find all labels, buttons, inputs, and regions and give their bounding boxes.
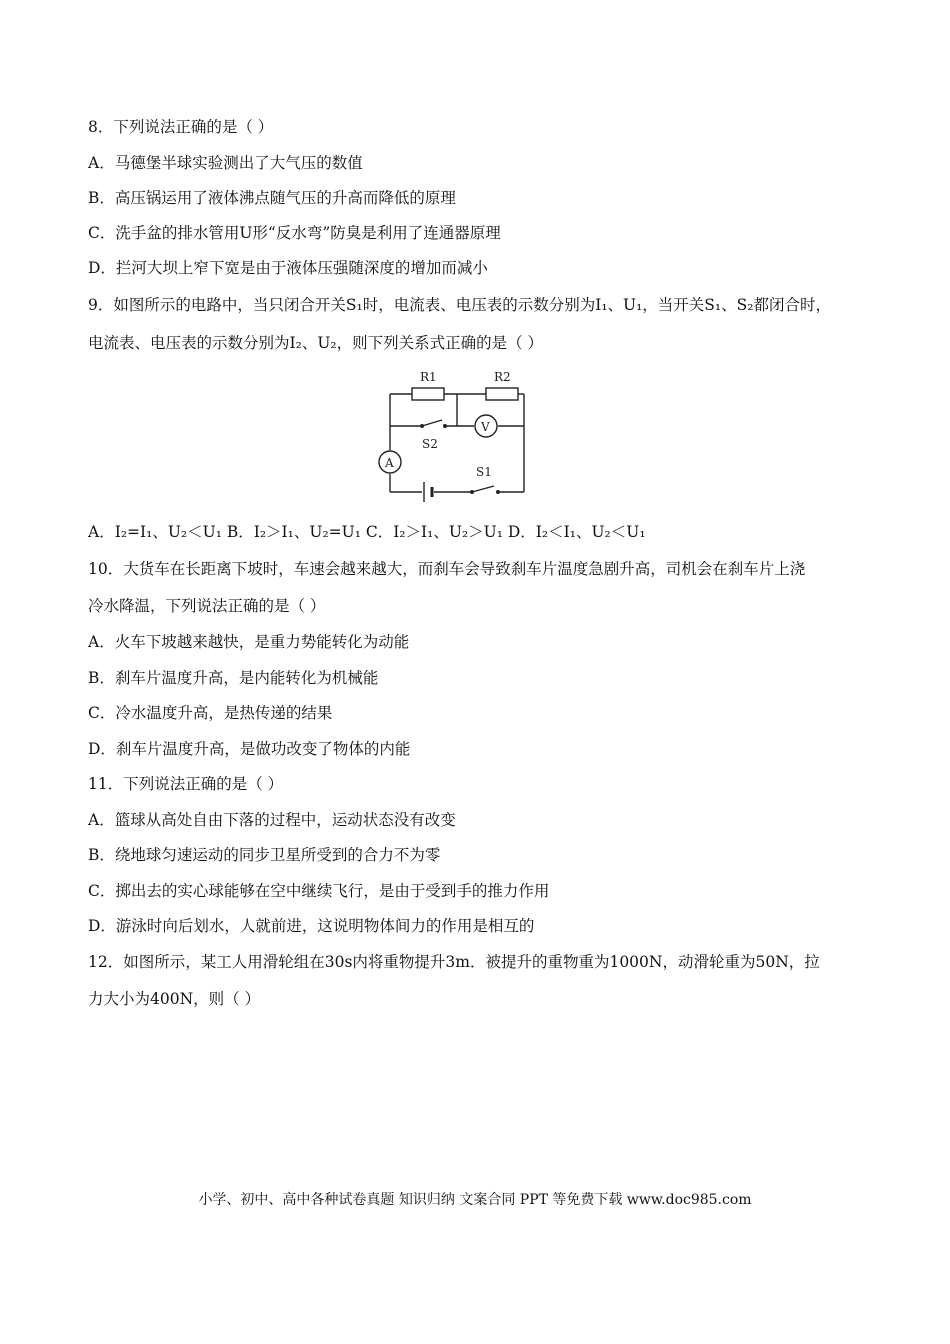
q10-option-c: C．冷水温度升高，是热传递的结果: [88, 704, 333, 722]
q8-stem: 8．下列说法正确的是（ ）: [88, 118, 274, 136]
q10-stem-line1: 10．大货车在长距离下坡时，车速会越来越大，而刹车会导致刹车片温度急剧升高，司机会在刹车片上浇: [88, 560, 806, 578]
voltmeter-label: V: [481, 420, 490, 434]
q11-option-b: B．绕地球匀速运动的同步卫星所受到的合力不为零: [88, 846, 441, 864]
resistor-r2: [486, 388, 518, 400]
q10-option-b: B．刹车片温度升高，是内能转化为机械能: [88, 669, 379, 687]
q11-option-d: D．游泳时向后划水，人就前进，这说明物体间力的作用是相互的: [88, 917, 535, 935]
q11-stem: 11．下列说法正确的是（ ）: [88, 775, 284, 793]
q9-stem-line1: 9．如图所示的电路中，当只闭合开关S₁时，电流表、电压表的示数分别为I₁、U₁，当开关S₁、S₂都闭合时，: [88, 296, 831, 314]
ammeter-label: A: [385, 456, 394, 470]
q9-stem-line2: 电流表、电压表的示数分别为I₂、U₂，则下列关系式正确的是（ ）: [88, 334, 544, 352]
q8-option-b: B．高压锅运用了液体沸点随气压的升高而降低的原理: [88, 189, 456, 207]
q10-stem-line2: 冷水降温，下列说法正确的是（ ）: [88, 597, 326, 615]
r2-label: R2: [494, 370, 511, 384]
q9-options: A．I₂=I₁、U₂＜U₁ B．I₂＞I₁、U₂=U₁ C．I₂＞I₁、U₂＞U₁ D．I₂＜I₁、U₂＜U₁: [88, 523, 646, 541]
q12-stem-line2: 力大小为400N，则（ ）: [88, 990, 261, 1008]
q11-option-a: A．篮球从高处自由下落的过程中，运动状态没有改变: [88, 811, 456, 829]
battery: [424, 482, 432, 502]
switch-s2: [420, 420, 447, 428]
q11-option-c: C．掷出去的实心球能够在空中继续飞行，是由于受到手的推力作用: [88, 882, 550, 900]
circuit-diagram: [372, 362, 537, 512]
q8-option-a: A．马德堡半球实验测出了大气压的数值: [88, 154, 363, 172]
q10-option-a: A．火车下坡越来越快，是重力势能转化为动能: [88, 633, 410, 651]
switch-s1: [470, 486, 500, 494]
q10-option-d: D．刹车片温度升高，是做功改变了物体的内能: [88, 740, 411, 758]
resistor-r1: [412, 388, 444, 400]
s2-label: S2: [422, 437, 438, 451]
q8-option-d: D．拦河大坝上窄下宽是由于液体压强随深度的增加而减小: [88, 259, 488, 277]
page-footer: 小学、初中、高中各种试卷真题 知识归纳 文案合同 PPT 等免费下载 www.doc985.com: [198, 1192, 752, 1208]
q12-stem-line1: 12．如图所示，某工人用滑轮组在30s内将重物提升3m．被提升的重物重为1000N，动滑轮重为50N，拉: [88, 953, 820, 971]
s1-label: S1: [476, 465, 492, 479]
r1-label: R1: [420, 370, 437, 384]
q8-option-c: C．洗手盆的排水管用U形“反水弯”防臭是利用了连通器原理: [88, 224, 501, 242]
